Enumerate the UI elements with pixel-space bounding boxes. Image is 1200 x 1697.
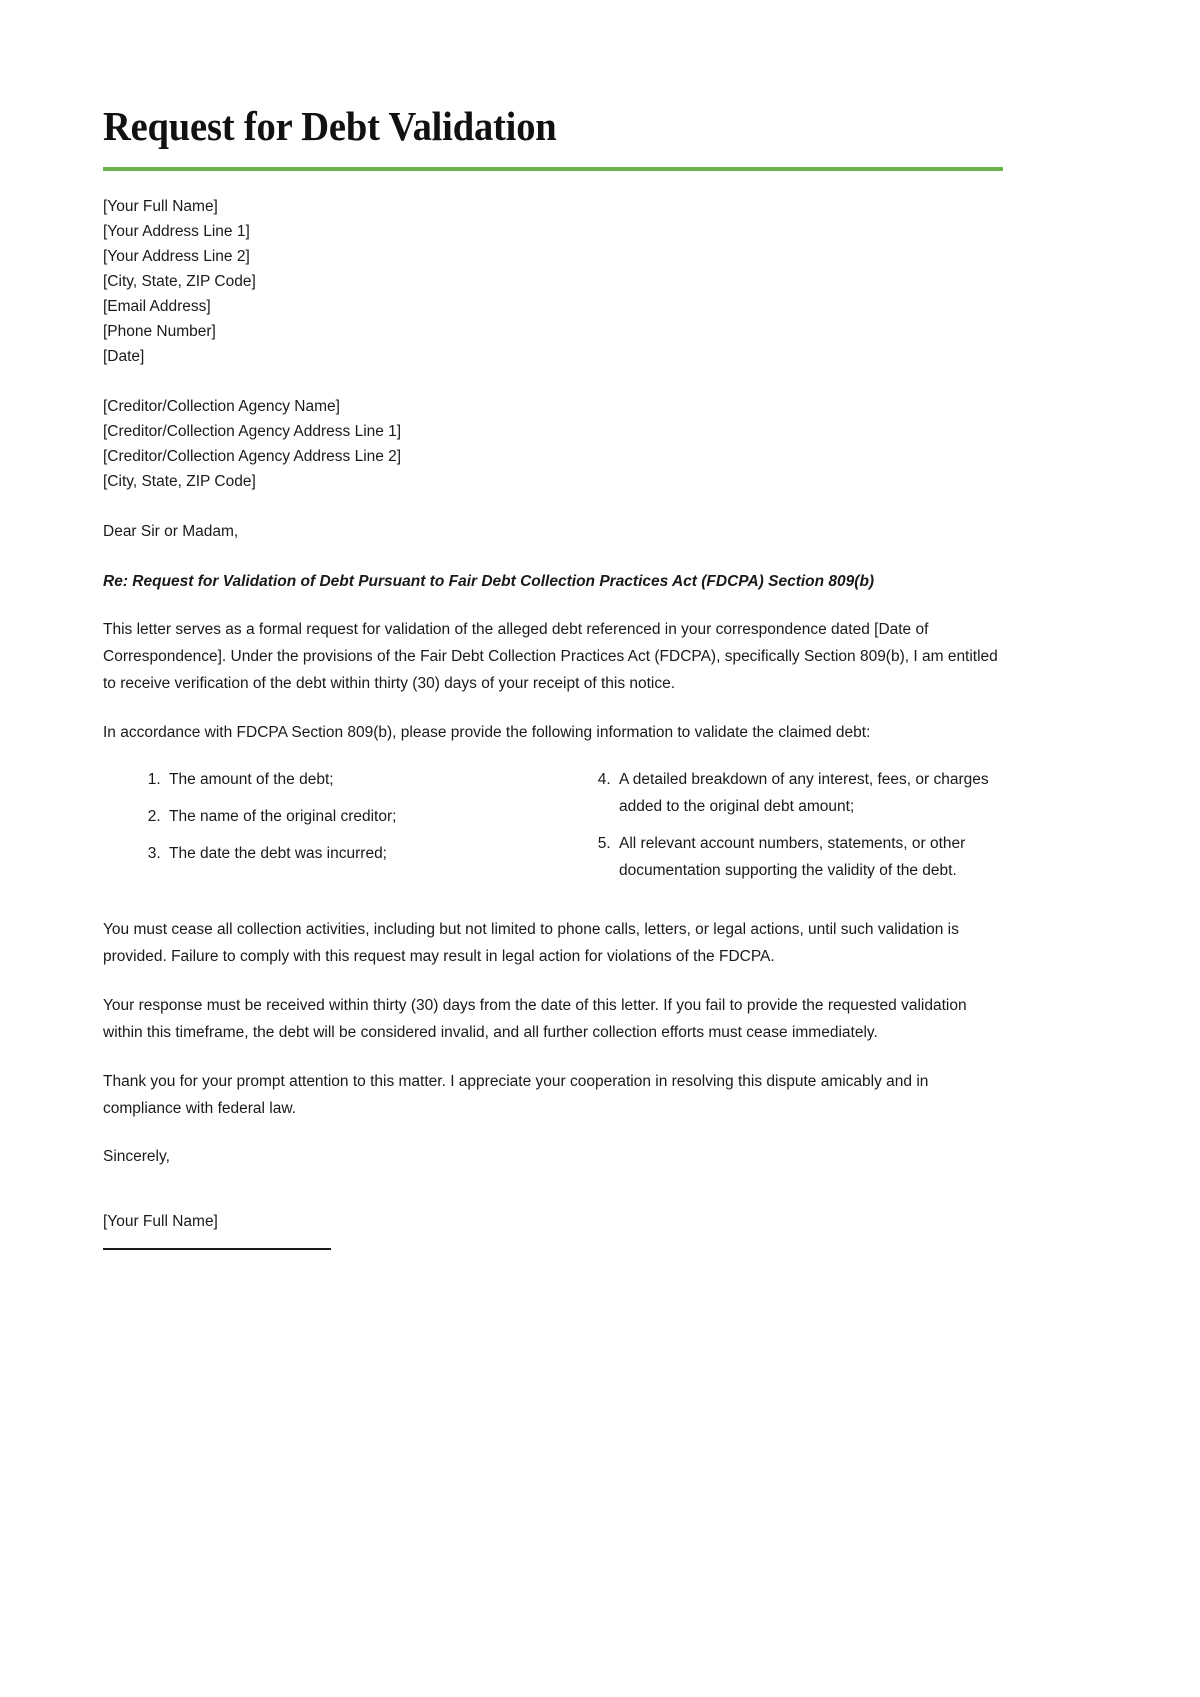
- list-item: 4. A detailed breakdown of any interest, fees, or charges added to the original debt amount;: [615, 766, 1003, 820]
- recipient-line-city-state-zip: [City, State, ZIP Code]: [103, 473, 256, 491]
- sender-line-date: [Date]: [103, 348, 145, 366]
- requested-items-list: [103, 766, 1003, 894]
- subject-line: Re: Request for Validation of Debt Pursuant to Fair Debt Collection Practices Act (FDCPA) Section 809(b): [103, 573, 875, 591]
- list-item: 3. The date the debt was incurred;: [165, 840, 553, 867]
- signature-line: [103, 1248, 331, 1250]
- recipient-line-address-2: [Creditor/Collection Agency Address Line 2]: [103, 448, 402, 466]
- signer-name: [Your Full Name]: [103, 1213, 218, 1231]
- recipient-address-block: [103, 394, 1003, 494]
- valediction: Sincerely,: [103, 1148, 170, 1166]
- sender-line-phone: [Phone Number]: [103, 323, 216, 341]
- title-divider-rule: [103, 167, 1003, 171]
- sender-address-block: [103, 194, 1003, 369]
- requested-items-column-right: [553, 766, 1003, 894]
- sender-line-name: [Your Full Name]: [103, 198, 218, 216]
- sender-line-address-2: [Your Address Line 2]: [103, 248, 250, 266]
- page-title: Request for Debt Validation: [103, 103, 557, 149]
- body-paragraph-4: Your response must be received within thirty (30) days from the date of this letter. If you fail to provide the requested validation within this timeframe, the debt will be considered invalid, and all further collection efforts must cease immediately.: [103, 997, 967, 1042]
- list-item: 2. The name of the original creditor;: [165, 803, 553, 830]
- requested-items-ordered-list-right: [553, 766, 1003, 884]
- body-paragraph-2: In accordance with FDCPA Section 809(b), please provide the following information to validate the claimed debt:: [103, 724, 871, 742]
- list-item: 5. All relevant account numbers, statements, or other documentation supporting the validity of the debt.: [615, 830, 1003, 884]
- recipient-line-address-1: [Creditor/Collection Agency Address Line 1]: [103, 423, 402, 441]
- sender-line-address-1: [Your Address Line 1]: [103, 223, 250, 241]
- salutation: Dear Sir or Madam,: [103, 523, 239, 541]
- body-paragraph-1: This letter serves as a formal request for validation of the alleged debt referenced in your correspondence dated [Date of Correspondence]. Under the provisions of the Fair Debt Collection Practices Act (FDCPA), specifically Section 809(b), I am entitled to receive verification of the debt within thirty (30) days of your receipt of this notice.: [103, 621, 998, 693]
- body-paragraph-3: You must cease all collection activities, including but not limited to phone calls, letters, or legal actions, until such validation is provided. Failure to comply with this request may result in legal action for violations of the FDCPA.: [103, 921, 959, 966]
- sender-line-city-state-zip: [City, State, ZIP Code]: [103, 273, 256, 291]
- letter-sheet: [103, 0, 1003, 1250]
- requested-items-ordered-list-left: [103, 766, 553, 867]
- recipient-line-name: [Creditor/Collection Agency Name]: [103, 398, 340, 416]
- body-paragraph-5: Thank you for your prompt attention to this matter. I appreciate your cooperation in resolving this dispute amicably and in compliance with federal law.: [103, 1073, 929, 1118]
- list-item: 1. The amount of the debt;: [165, 766, 553, 793]
- requested-items-column-left: [103, 766, 553, 894]
- sender-line-email: [Email Address]: [103, 298, 211, 316]
